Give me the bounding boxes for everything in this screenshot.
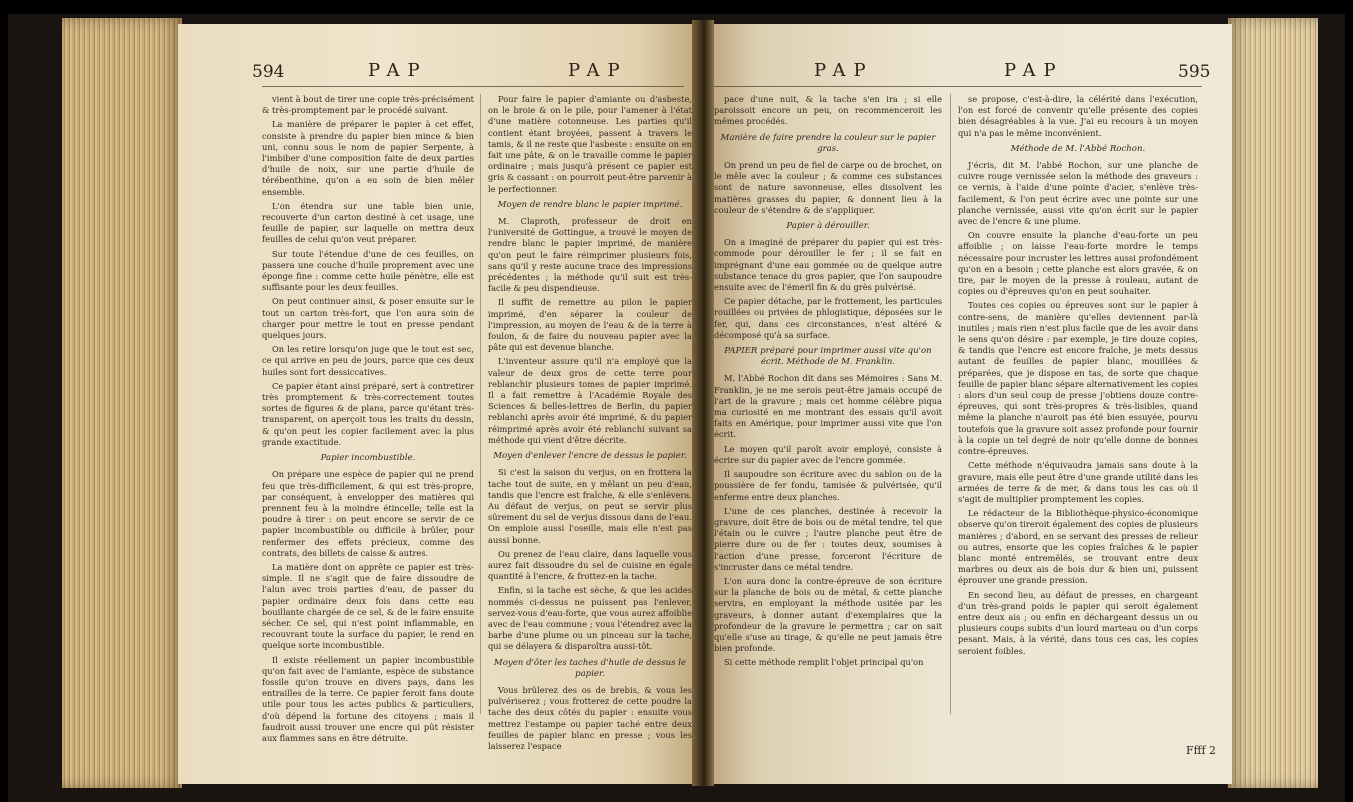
signature-mark: Ffff 2 <box>1186 744 1217 757</box>
section-heading: Moyen de rendre blanc le papier imprimé. <box>497 199 683 210</box>
paragraph: Pour faire le papier d'amiante ou d'asbeste, on le broie & on le pile, pour l'amener à l'état d'une matière cotonneuse. Les parties qu'il contient étant broyées, passent à travers le tamis, & il ne reste que l'asbeste : ensuite on en fait une pâte, & on le travaille comme le papier ordinaire ; mais jusqu'à présent ce papier est gris & cassant : on pourroit peut-être parvenir à le perfectionner. <box>488 94 692 194</box>
right-page-edges <box>1228 18 1318 788</box>
right-running-head-2: PAP <box>1004 60 1064 81</box>
section-heading: Papier à dérouiller. <box>786 221 870 232</box>
right-column-1 <box>714 94 942 672</box>
paragraph: se propose, c'est-à-dire, la célérité dans l'exécution, l'on est forcé de convenir qu'elle présente des copies bien désagréables à la vue. J'ai eu recours à un moyen qui n'a pas le même inconvénient. <box>958 94 1198 138</box>
right-page-number: 595 <box>1178 62 1211 82</box>
paragraph: M. Claproth, professeur de droit en l'université de Gottingue, a trouvé le moyen de rendre blanc le papier imprimé, de manière qu'on peut le faire réimprimer plusieurs fois, sans qu'il y reste aucune trace des impressions précédentes ; la méthode qu'il suit est très-facile & peu dispendieuse. <box>488 216 692 294</box>
paragraph: Si cette méthode remplit l'objet principal qu'on <box>724 657 924 668</box>
paragraph: M. l'Abbé Rochon dit dans ses Mémoires : Sans M. Franklin, je ne me serois peut-être jamais occupé de l'art de la gravure ; mais cet homme célèbre piqua ma curiosité en me montrant des essais qu'il avoit faits en Amérique, pour imprimer aussi vite que l'on écrit. <box>714 373 942 440</box>
left-column-1 <box>262 94 474 747</box>
left-page-number: 594 <box>252 62 285 82</box>
paragraph: L'on étendra sur une table bien unie, recouverte d'un carton destiné à cet usage, une feuille de papier, sur laquelle on mettra deux feuilles de celui qu'on veut préparer. <box>262 200 474 245</box>
paragraph: En second lieu, au défaut de presses, en chargeant d'un très-grand poids le papier qui seroit également entre deux ais ; ou enfin en déchargeant dessus un ou plusieurs coups subits d'un lourd marteau ou d'un corps pesant. Mais, à la vérité, dans tous ces cas, les copies seroient foibles. <box>958 589 1198 656</box>
section-heading: Méthode de M. l'Abbé Rochon. <box>1010 143 1146 154</box>
right-page <box>704 24 1232 784</box>
paragraph: Toutes ces copies ou épreuves sont sur le papier à contre-sens, de manière qu'elles deviennent par-là inutiles ; mais rien n'est plus facile que de les avoir dans le sens qu'on désire : par exemple, je tire douze copies, & tandis que l'encre est encore fraîche, je mets dessus autant de feuilles de papier blanc, mouillées & préparées, que je dispose en tas, de sorte que chaque feuille de papier blanc sépare alternativement les copies : alors d'un seul coup de presse j'obtiens douze contre-épreuves, qui sont très-propres & très-lisibles, quand même la planche n'auroit pas été bien essuyée, pourvu toutefois que la gravure soit assez profonde pour fournir à la copie un tel degré de noir qu'elle donne de bonnes contre-épreuves. <box>958 300 1198 457</box>
paragraph: Il saupoudre son écriture avec du sablon ou de la poussière de fer fondu, tamisée & pulvérisée, qu'il enferme entre deux planches. <box>714 469 942 502</box>
book-gutter <box>692 20 714 786</box>
section-heading: Moyen d'enlever l'encre de dessus le papier. <box>493 451 687 462</box>
right-header-rule <box>714 86 1202 87</box>
right-column-2 <box>958 94 1198 660</box>
paragraph: On peut continuer ainsi, & poser ensuite sur le tout un carton très-fort, que l'on aura soin de charger pour mettre le tout en presse pendant quelques jours. <box>262 296 474 341</box>
right-running-head-1: PAP <box>814 60 874 81</box>
paragraph: L'une de ces planches, destinée à recevoir la gravure, doit être de bois ou de métal tendre, tel que l'étain ou le cuivre ; l'autre planche peut être de pierre dure ou de fer : toutes deux, soumises à l'action d'une presse, forceront l'écriture de s'incruster dans ce métal tendre. <box>714 505 942 572</box>
paragraph: Ce papier étant ainsi préparé, sert à contretirer très promptement & très-correctement toutes sortes de figures & de plans, parce qu'étant très-transparent, on aperçoit tous les traits du dessin, & qu'on peut les copier facilement avec la plus grande exactitude. <box>262 380 474 447</box>
right-column-rule <box>950 94 951 714</box>
paragraph: Cette méthode n'équivaudra jamais sans doute à la gravure, mais elle peut être d'une grande utilité dans les armées de terre & de mer, & dans tous les cas où il s'agit de multiplier promptement les copies. <box>958 460 1198 504</box>
paragraph: L'on aura donc la contre-épreuve de son écriture sur la planche de bois ou de métal, & cette planche servira, en employant la méthode usitée par les graveurs, à donner autant d'exemplaires que la profondeur de la gravure le permettra ; car on sait qu'elle s'use au tirage, & qu'elle ne peut jamais être bien profonde. <box>714 575 942 654</box>
paragraph: pace d'une nuit, & la tache s'en ira ; si elle paroissoit encore un peu, on recommenceroit les mêmes procédés. <box>714 94 942 127</box>
paragraph: Si c'est la saison du verjus, on en frottera la tache tout de suite, en y mêlant un peu d'eau, tandis que l'encre est fraîche, & elle s'enlèvera. Au défaut de verjus, on peut se servir plus sûrement du sel de verjus dissous dans de l'eau. On emploie aussi l'oseille, mais elle n'est pas aussi bonne. <box>488 467 692 545</box>
left-header-rule <box>262 86 684 87</box>
left-column-2 <box>488 94 692 755</box>
paragraph: Ou prenez de l'eau claire, dans laquelle vous aurez fait dissoudre du sel de cuisine en égale quantité à l'encre, & frottez-en la tache. <box>488 548 692 582</box>
paragraph: La manière de préparer le papier à cet effet, consiste à prendre du papier bien mince & bien uni, connu sous le nom de papier Serpente, à l'imbiber d'une composition faite de deux parties d'huile de noix, sur une partie d'huile de térébenthine, qu'on a eu soin de bien mêler ensemble. <box>262 119 474 197</box>
left-running-head-1: PAP <box>368 60 428 81</box>
paragraph: Il suffit de remettre au pilon le papier imprimé, d'en séparer la couleur de l'impression, au moyen de l'eau & de la terre à foulon, & de faire du nouveau papier avec la pâte qui est devenue blanche. <box>488 297 692 353</box>
paragraph: Ce papier détache, par le frottement, les particules rouillées ou privées de phlogistique, déposées sur le fer, qui, dans ces circonstances, n'est altéré & décomposé qu'à sa surface. <box>714 296 942 340</box>
left-page <box>178 24 700 784</box>
paragraph: L'inventeur assure qu'il n'a employé que la valeur de deux gros de cette terre pour reblanchir plusieurs tomes de papier imprimé. Il a fait remettre à l'Académie Royale des Sciences & belles-lettres de Berlin, du papier reblanchi après avoir été imprimé, & du papier réimprimé après avoir été reblanchi suivant sa méthode qui vient d'être décrite. <box>488 356 692 445</box>
left-column-rule <box>480 94 481 714</box>
paragraph: Enfin, si la tache est sèche, & que les acides nommés ci-dessus ne puissent pas l'enlever, servez-vous d'eau-forte, que vous aurez affoiblie avec de l'eau commune ; vous l'étendrez avec la barbe d'une plume ou un pinceau sur la tache, qui se délayera & disparoîtra aussi-tôt. <box>488 585 692 652</box>
left-running-head-2: PAP <box>568 60 628 81</box>
section-heading: PAPIER préparé pour imprimer aussi vite qu'on écrit. Méthode de M. Franklin. <box>724 346 932 368</box>
section-heading: Moyen d'ôter les taches d'huile de dessus le papier. <box>493 657 687 679</box>
paragraph: Il existe réellement un papier incombustible qu'on fait avec de l'amiante, espèce de substance fossile qu'on trouve en divers pays, dans les entrailles de la terre. Ce papier feroit fans doute utile pour tous les actes publics & particuliers, d'où dépend la fortune des citoyens ; mais il faudroit aussi trouver une encre qui pût résister aux flammes sans en être détruite. <box>262 654 474 743</box>
paragraph: On a imaginé de préparer du papier qui est très-commode pour dérouiller le fer ; il se fait en imprégnant d'une eau gommée ou de quelque autre substance tenace du gros papier, que l'on saupoudre ensuite avec de l'émeril fin & du grès pulvérisé. <box>714 237 942 293</box>
paragraph: Sur toute l'étendue d'une de ces feuilles, on passera une couche d'huile proprement avec une éponge fine : comme cette huile pénètre, elle est suffisante pour les deux feuilles. <box>262 248 474 293</box>
paragraph: La matière dont on apprête ce papier est très-simple. Il ne s'agit que de faire dissoudre de l'alun avec trois parties d'eau, de passer du papier ordinaire deux fois dans cette eau bouillante chargée de ce sel, & de le faire ensuite sécher. Ce sel, qui n'est point inflammable, en recouvrant toute la surface du papier, le rend en quelque sorte incombustible. <box>262 561 474 651</box>
section-heading: Manière de faire prendre la couleur sur le papier gras. <box>720 132 936 154</box>
paragraph: vient à bout de tirer une copie très-précisément & très-promptement par le procédé suivant. <box>262 94 474 116</box>
paragraph: On prépare une espèce de papier qui ne prend feu que très-difficilement, & qui est très-propre, par conséquent, à envelopper des matières qui prennent feu à la moindre étincelle; telle est la poudre à tirer : on peut encore se servir de ce papier incombustible ou difficile à brûler, pour renfermer des effets précieux, comme des contrats, des billets de caisse & autres. <box>262 469 474 558</box>
paragraph: Vous brûlerez des os de brebis, & vous les pulvériserez ; vous frotterez de cette poudre la tache des deux côtés du papier : ensuite vous mettrez l'estampe ou papier taché entre deux feuilles de papier blanc en presse ; vous les laisserez l'espace <box>488 684 692 751</box>
section-heading: Papier incombustible. <box>320 453 416 464</box>
paragraph: Le rédacteur de la Bibliothèque-physico-économique observe qu'on tireroit également des copies de plusieurs manières ; d'abord, en se servant des presses de relieur ou autres, ensorte que les copies fraîches & le papier blanc monté entremêlés, se trouvant entre deux marbres ou deux ais de bois dur & bien uni, puissent éprouver une grande pression. <box>958 508 1198 586</box>
paragraph: On couvre ensuite la planche d'eau-forte un peu affoiblie ; on laisse l'eau-forte mordre le temps nécessaire pour incruster les lettres aussi profondément qu'on en a besoin ; cette planche est alors gravée, & on tire, par le moyen de la presse à rouleau, autant de copies ou d'épreuves qu'on en peut souhaiter. <box>958 230 1198 297</box>
paragraph: J'écris, dit M. l'abbé Rochon, sur une planche de cuivre rouge vernissée selon la méthode des graveurs : ce vernis, à l'aide d'une pointe d'acier, s'enlève très-facilement, & l'on peut écrire avec une pointe sur une planche vernissée, aussi vite qu'on écrit sur le papier avec de l'encre & une plume. <box>958 160 1198 227</box>
left-page-edges <box>62 18 182 788</box>
paragraph: On les retire lorsqu'on juge que le tout est sec, ce qui arrive en peu de jours, parce que ces deux huiles sont fort dessiccatives. <box>262 344 474 377</box>
paragraph: On prend un peu de fiel de carpe ou de brochet, on le mêle avec la couleur ; & comme ces substances sont de nature savonneuse, elles dissolvent les matières grasses du papier, & donnent lieu à la couleur de s'étendre & de s'appliquer. <box>714 160 942 215</box>
paragraph: Le moyen qu'il paroît avoir employé, consiste à écrire sur du papier avec de l'encre gommée. <box>714 443 942 465</box>
